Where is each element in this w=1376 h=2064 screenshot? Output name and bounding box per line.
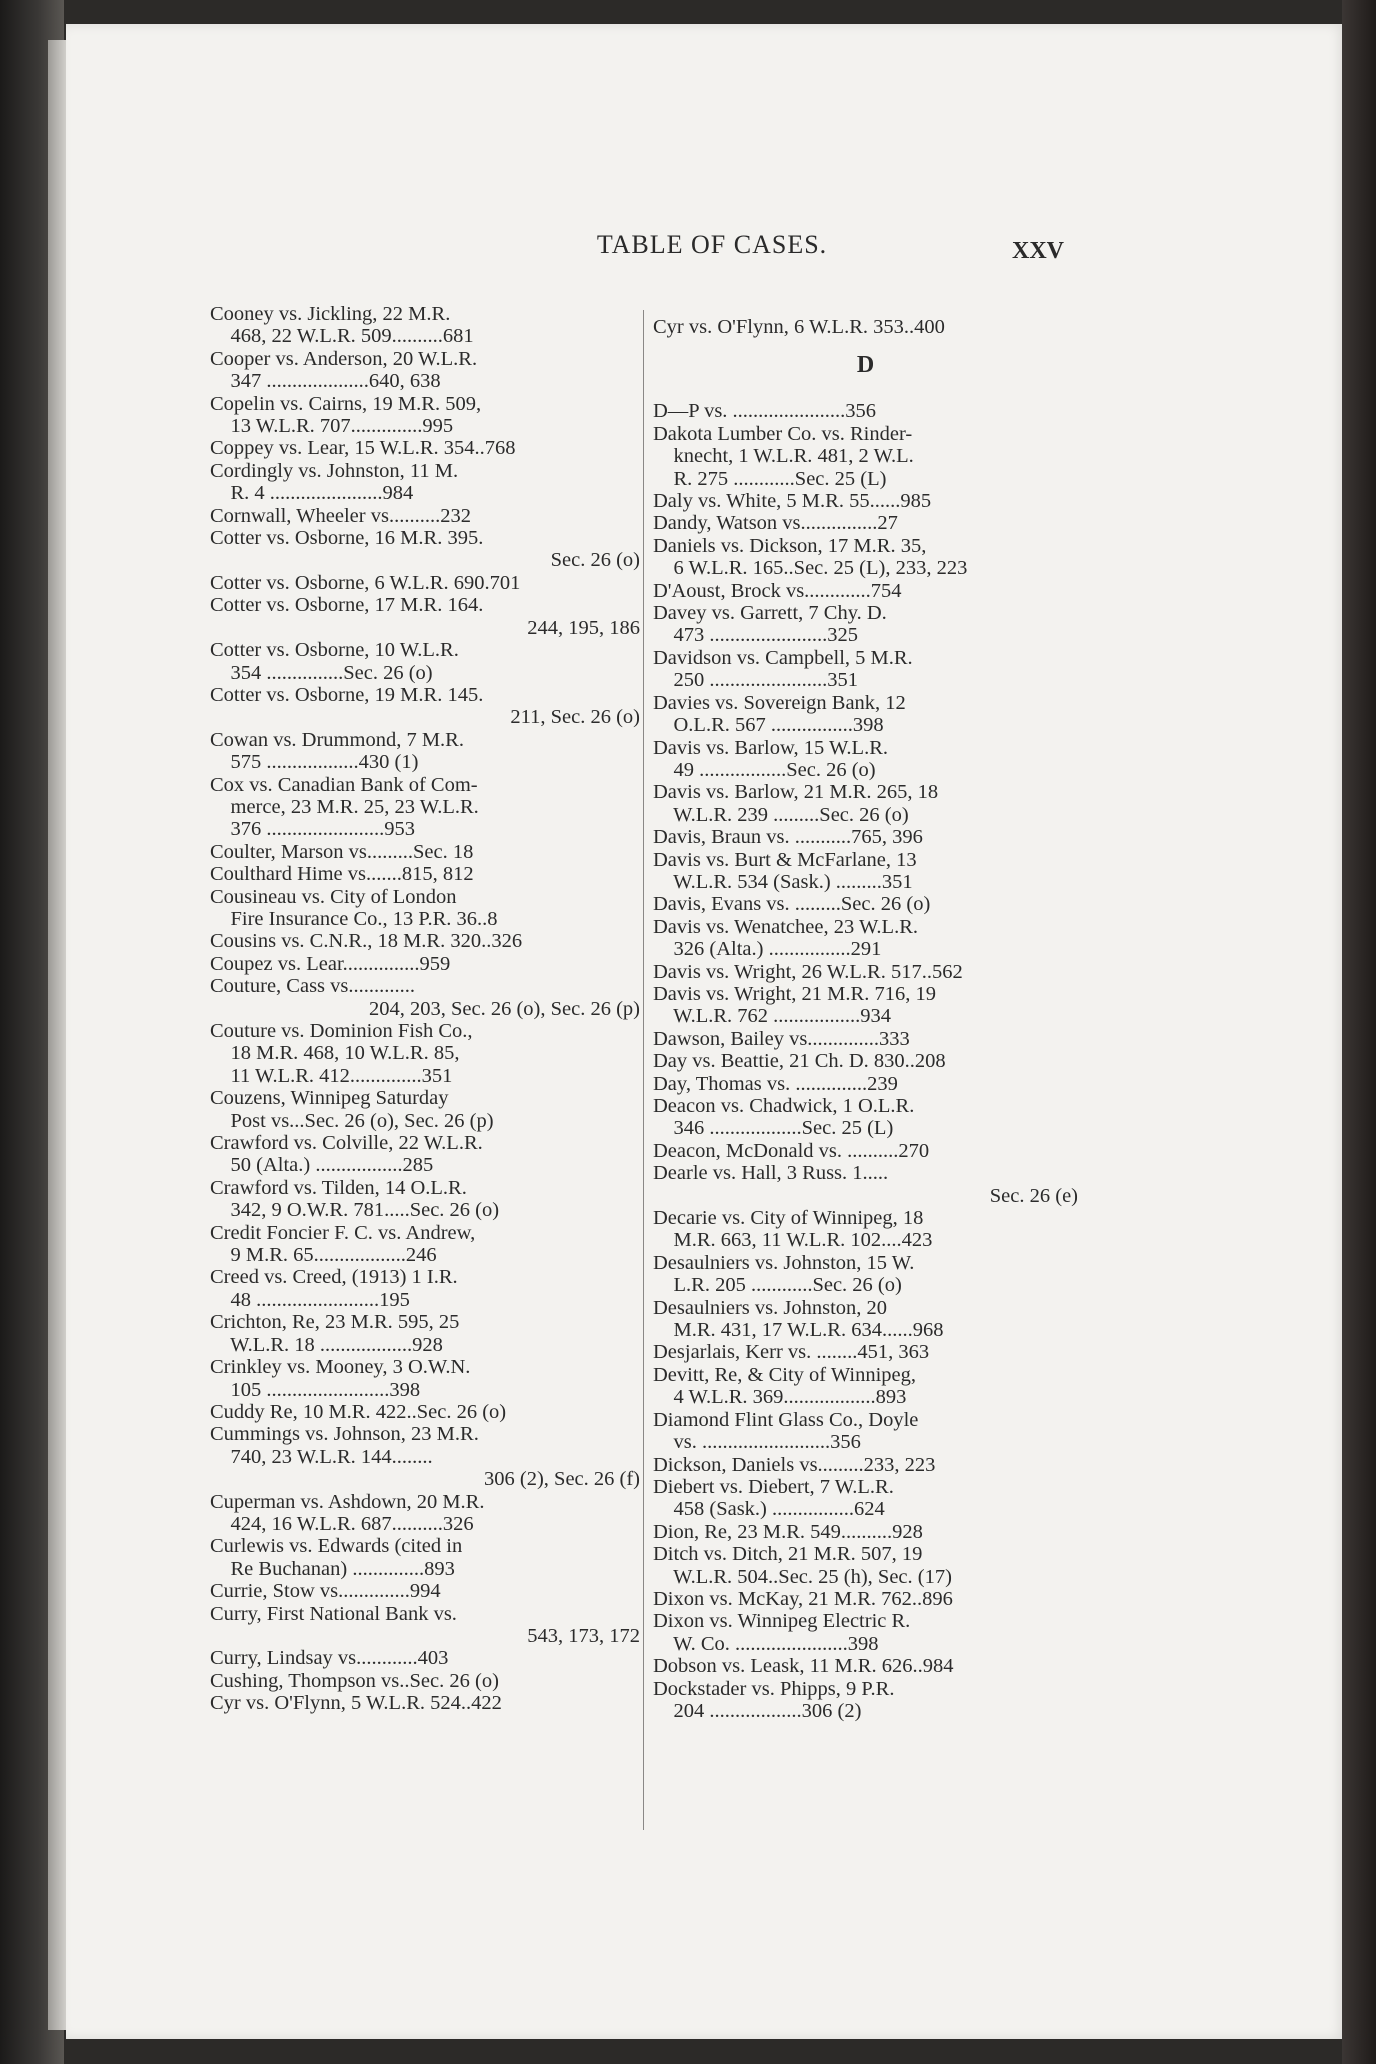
case-entry [653,1207,1078,1252]
case-entry [210,1423,640,1490]
case-entry-line: Ditch vs. Ditch, 21 M.R. 507, 19 [653,1543,923,1566]
case-entry [210,1692,640,1714]
case-entry-line: 468, 22 W.L.R. 509..........681 [210,325,474,348]
case-entry-line: O.L.R. 567 ................398 [653,714,884,737]
case-entry [653,983,1078,1028]
case-entry-line: Cummings vs. Johnson, 23 M.R. [210,1423,479,1446]
case-entry-line: Davey vs. Garrett, 7 Chy. D. [653,602,887,625]
case-entry-line: Cushing, Thompson vs..Sec. 26 (o) [210,1669,499,1692]
case-entry-line: Copelin vs. Cairns, 19 M.R. 509, [210,392,482,415]
case-entry-line: Davis, Braun vs. ...........765, 396 [653,826,923,849]
case-entry [653,826,1078,848]
case-entry-line: Daly vs. White, 5 M.R. 55......985 [653,490,932,513]
case-entry-line: 473 .......................325 [653,624,858,647]
case-entry [210,303,640,348]
case-entry-line: Cotter vs. Osborne, 19 M.R. 145. [210,683,484,706]
case-entry [210,1222,640,1267]
case-entry [653,1297,1078,1342]
case-entry-line: Cyr vs. O'Flynn, 6 W.L.R. 353..400 [653,316,945,338]
case-entry-line: R. 275 ............Sec. 25 (L) [653,467,887,490]
case-entry [653,1678,1078,1723]
case-entry-line: Dobson vs. Leask, 11 M.R. 626..984 [653,1655,954,1678]
case-entry-line: Curlewis vs. Edwards (cited in [210,1535,463,1558]
case-entry [210,1177,640,1222]
case-entry-reference: Sec. 26 (o) [550,549,640,572]
case-entry [210,1670,640,1692]
case-entry-line: W.L.R. 534 (Sask.) .........351 [653,870,913,893]
case-entry [653,1341,1078,1363]
case-entry-line: Cornwall, Wheeler vs..........232 [210,504,471,527]
case-entry-line: Dockstader vs. Phipps, 9 P.R. [653,1677,895,1700]
book-spine-right [1342,0,1376,2064]
case-entry-line: M.R. 663, 11 W.L.R. 102....423 [653,1229,933,1252]
case-entry [210,886,640,931]
case-entry-line: Diamond Flint Glass Co., Doyle [653,1408,919,1431]
case-entry [210,684,640,729]
case-entry-line: Crawford vs. Colville, 22 W.L.R. [210,1132,483,1155]
case-entry-line: Cox vs. Canadian Bank of Com- [210,773,478,796]
case-entry-line: Fire Insurance Co., 13 P.R. 36..8 [210,907,498,930]
case-entry-line: 13 W.L.R. 707..............995 [210,415,454,438]
case-entry [210,1580,640,1602]
case-entry-line: 346 ..................Sec. 25 (L) [653,1117,894,1140]
case-entry [210,594,640,639]
case-entry-line: Cooper vs. Anderson, 20 W.L.R. [210,347,478,370]
case-entry-line: 18 M.R. 468, 10 W.L.R. 85, [210,1042,460,1065]
case-entry-line: Davis vs. Burt & McFarlane, 13 [653,848,917,871]
case-entry-line: 575 ..................430 (1) [210,751,419,774]
case-entry [210,1647,640,1669]
case-entry-line: Day, Thomas vs. ..............239 [653,1072,898,1095]
case-entry-line: 49 .................Sec. 26 (o) [653,758,876,781]
case-entry [653,490,1078,512]
case-entry-line: Dion, Re, 23 M.R. 549..........928 [653,1520,923,1543]
case-entry [653,423,1078,490]
case-entry-line: Cousineau vs. City of London [210,885,457,908]
case-entry-line: 250 .......................351 [653,669,858,692]
case-entry-line: Dearle vs. Hall, 3 Russ. 1..... [653,1162,889,1185]
case-entry-line: Davidson vs. Campbell, 5 M.R. [653,646,913,669]
case-entry-line: Davis vs. Wright, 21 M.R. 716, 19 [653,982,936,1005]
case-entry [210,639,640,684]
case-entry [653,849,1078,894]
case-entry [653,1476,1078,1521]
case-entry-line: W.L.R. 762 .................934 [653,1005,892,1028]
case-entry-line: Cousins vs. C.N.R., 18 M.R. 320..326 [210,930,523,953]
case-entry-line: Desjarlais, Kerr vs. ........451, 363 [653,1341,930,1364]
case-entry-line: Cotter vs. Osborne, 16 M.R. 395. [210,527,484,550]
case-entry-line: Post vs...Sec. 26 (o), Sec. 26 (p) [210,1109,494,1132]
case-entry-reference: 211, Sec. 26 (o) [510,706,640,729]
case-entry-line: Couzens, Winnipeg Saturday [210,1087,449,1110]
case-entry [653,781,1078,826]
case-entry [653,1610,1078,1655]
case-entry [653,602,1078,647]
case-entry-line: Coulthard Hime vs.......815, 812 [210,863,474,886]
case-entry [210,975,640,1020]
case-entry-line: Davies vs. Sovereign Bank, 12 [653,691,906,714]
case-entry-reference: 244, 195, 186 [527,616,640,639]
left-column [210,303,640,1715]
case-entry-line: M.R. 431, 17 W.L.R. 634......968 [653,1319,944,1342]
case-entry [653,400,1078,422]
case-entry [210,729,640,774]
case-entry [653,316,1078,338]
case-entry-line: Dakota Lumber Co. vs. Rinder- [653,422,913,445]
running-head: TABLE OF CASES. [596,230,828,259]
case-entry-line: 740, 23 W.L.R. 144........ [210,1445,433,1468]
case-entry [653,1095,1078,1140]
case-entry-line: W.L.R. 239 .........Sec. 26 (o) [653,803,909,826]
case-entry-line: Crichton, Re, 23 M.R. 595, 25 [210,1311,460,1334]
case-entry [653,1521,1078,1543]
case-entry [653,737,1078,782]
case-entry-line: Coulter, Marson vs.........Sec. 18 [210,840,474,863]
case-entry [653,692,1078,737]
case-entry [210,460,640,505]
case-entry [210,348,640,393]
case-entry [653,1050,1078,1072]
case-entry [210,863,640,885]
case-entry-reference: 543, 173, 172 [527,1624,640,1647]
case-entry-line: Credit Foncier F. C. vs. Andrew, [210,1221,476,1244]
case-entry [210,774,640,841]
case-entry [653,647,1078,692]
case-entry-line: Davis, Evans vs. .........Sec. 26 (o) [653,893,931,916]
case-entry [653,1140,1078,1162]
case-entry-line: W.L.R. 504..Sec. 25 (h), Sec. (17) [653,1565,952,1588]
case-entry [210,437,640,459]
case-entry [653,1655,1078,1677]
section-letter: D [856,352,875,379]
case-entry-line: Creed vs. Creed, (1913) 1 I.R. [210,1266,458,1289]
case-entry-line: D—P vs. ......................356 [653,400,877,423]
case-entry-line: W. Co. ......................398 [653,1632,879,1655]
case-entry-line: 4 W.L.R. 369..................893 [653,1386,907,1409]
case-entry [653,535,1078,580]
case-entry-line: Cotter vs. Osborne, 17 M.R. 164. [210,594,484,617]
case-entry-line: Couture, Cass vs............. [210,975,415,998]
case-entry-line: Crawford vs. Tilden, 14 O.L.R. [210,1176,467,1199]
case-entry-line: Desaulniers vs. Johnston, 15 W. [653,1251,915,1274]
case-entry-line: Diebert vs. Diebert, 7 W.L.R. [653,1475,894,1498]
case-entry [210,572,640,594]
case-entry-line: 105 ........................398 [210,1378,421,1401]
case-entry [210,1535,640,1580]
case-entry [210,527,640,572]
case-entry [653,893,1078,915]
case-entry-line: Crinkley vs. Mooney, 3 O.W.N. [210,1356,471,1379]
case-entry-line: Currie, Stow vs..............994 [210,1580,441,1603]
case-entry-line: Cordingly vs. Johnston, 11 M. [210,459,459,482]
case-entry [210,393,640,438]
case-entry [210,1132,640,1177]
case-entry-line: Cotter vs. Osborne, 10 W.L.R. [210,639,459,662]
case-entry-line: 204 ..................306 (2) [653,1699,862,1722]
case-entry-line: 326 (Alta.) ................291 [653,938,882,961]
case-entry-line: D'Aoust, Brock vs.............754 [653,579,902,602]
case-entry-line: Curry, Lindsay vs............403 [210,1647,449,1670]
case-entry-reference: Sec. 26 (e) [989,1184,1078,1207]
case-entry-line: Dickson, Daniels vs.........233, 223 [653,1453,936,1476]
case-entry [653,1252,1078,1297]
case-entry-line: Dixon vs. McKay, 21 M.R. 762..896 [653,1587,953,1610]
case-entry [653,961,1078,983]
case-entry-line: Dixon vs. Winnipeg Electric R. [653,1610,911,1633]
case-entry [653,1073,1078,1095]
case-entry [210,505,640,527]
case-entry-line: W.L.R. 18 ..................928 [210,1333,443,1356]
case-entry-line: Davis vs. Barlow, 21 M.R. 265, 18 [653,781,939,804]
case-entry [210,1266,640,1311]
case-entry [210,1603,640,1648]
case-entry-line: 6 W.L.R. 165..Sec. 25 (L), 233, 223 [653,557,968,580]
case-entry-line: vs. .........................356 [653,1431,861,1454]
case-entry-line: Cuddy Re, 10 M.R. 422..Sec. 26 (o) [210,1400,507,1423]
case-entry-line: Davis vs. Barlow, 15 W.L.R. [653,736,888,759]
case-entry-line: 50 (Alta.) .................285 [210,1154,434,1177]
case-entry-line: Davis vs. Wenatchee, 23 W.L.R. [653,915,918,938]
case-entry-line: Cyr vs. O'Flynn, 5 W.L.R. 524..422 [210,1692,502,1715]
case-entry-line: Cooney vs. Jickling, 22 M.R. [210,303,451,325]
case-entry [653,1588,1078,1610]
case-entry [210,1491,640,1536]
case-entry [210,1356,640,1401]
case-entry-line: Couture vs. Dominion Fish Co., [210,1020,473,1042]
case-entry-line: knecht, 1 W.L.R. 481, 2 W.L. [653,445,914,468]
case-entry [653,1364,1078,1409]
case-entry-line: Deacon, McDonald vs. ..........270 [653,1139,930,1162]
case-entry-line: Cuperman vs. Ashdown, 20 M.R. [210,1490,485,1513]
case-entry-line: Coppey vs. Lear, 15 W.L.R. 354..768 [210,437,516,460]
case-entry-line: L.R. 205 ............Sec. 26 (o) [653,1274,902,1297]
case-entry [653,580,1078,602]
case-entry [210,953,640,975]
case-entry-reference: 204, 203, Sec. 26 (o), Sec. 26 (p) [368,997,640,1020]
column-divider [643,310,644,1830]
case-entry [210,1311,640,1356]
case-entry-line: Curry, First National Bank vs. [210,1602,457,1625]
case-entry [653,512,1078,534]
case-entry-line: Re Buchanan) ..............893 [210,1557,455,1580]
case-entry-line: 48 ........................195 [210,1288,410,1311]
case-entry [210,930,640,952]
case-entry [210,1087,640,1132]
case-entry-line: 342, 9 O.W.R. 781.....Sec. 26 (o) [210,1199,500,1222]
case-entry-line: Deacon vs. Chadwick, 1 O.L.R. [653,1095,915,1117]
case-entry-line: merce, 23 M.R. 25, 23 W.L.R. [210,795,479,818]
case-entry-reference: 306 (2), Sec. 26 (f) [484,1468,640,1491]
case-entry-line: Dawson, Bailey vs..............333 [653,1027,910,1050]
case-entry-line: 424, 16 W.L.R. 687..........326 [210,1512,474,1535]
page-number: XXV [1012,238,1064,264]
case-entry [653,1543,1078,1588]
case-entry-line: Davis vs. Wright, 26 W.L.R. 517..562 [653,960,963,983]
right-column [653,316,1078,1722]
case-entry [653,1162,1078,1207]
case-entry-line: Coupez vs. Lear...............959 [210,952,451,975]
case-entry-line: Devitt, Re, & City of Winnipeg, [653,1363,916,1386]
case-entry [210,841,640,863]
case-entry-line: Decarie vs. City of Winnipeg, 18 [653,1207,924,1230]
case-entry [210,1020,640,1087]
case-entry-line: 347 ....................640, 638 [210,370,441,393]
case-entry-line: Day vs. Beattie, 21 Ch. D. 830..208 [653,1050,946,1073]
case-entry [210,1401,640,1423]
case-entry-line: Cowan vs. Drummond, 7 M.R. [210,728,464,751]
case-entry [653,1409,1078,1454]
case-entry-line: Desaulniers vs. Johnston, 20 [653,1296,888,1319]
case-entry [653,1454,1078,1476]
case-entry-line: Dandy, Watson vs...............27 [653,512,898,535]
case-entry-line: 376 .......................953 [210,818,415,841]
case-entry-line: 354 ...............Sec. 26 (o) [210,661,433,684]
case-entry [653,1028,1078,1050]
case-entry-line: Cotter vs. Osborne, 6 W.L.R. 690.701 [210,571,521,594]
case-entry-line: 9 M.R. 65..................246 [210,1244,437,1267]
case-entry-line: 11 W.L.R. 412..............351 [210,1064,453,1087]
case-entry-line: 458 (Sask.) ................624 [653,1498,885,1521]
case-entry-line: Daniels vs. Dickson, 17 M.R. 35, [653,534,927,557]
case-entry-line: R. 4 ......................984 [210,482,414,505]
case-entry [653,916,1078,961]
